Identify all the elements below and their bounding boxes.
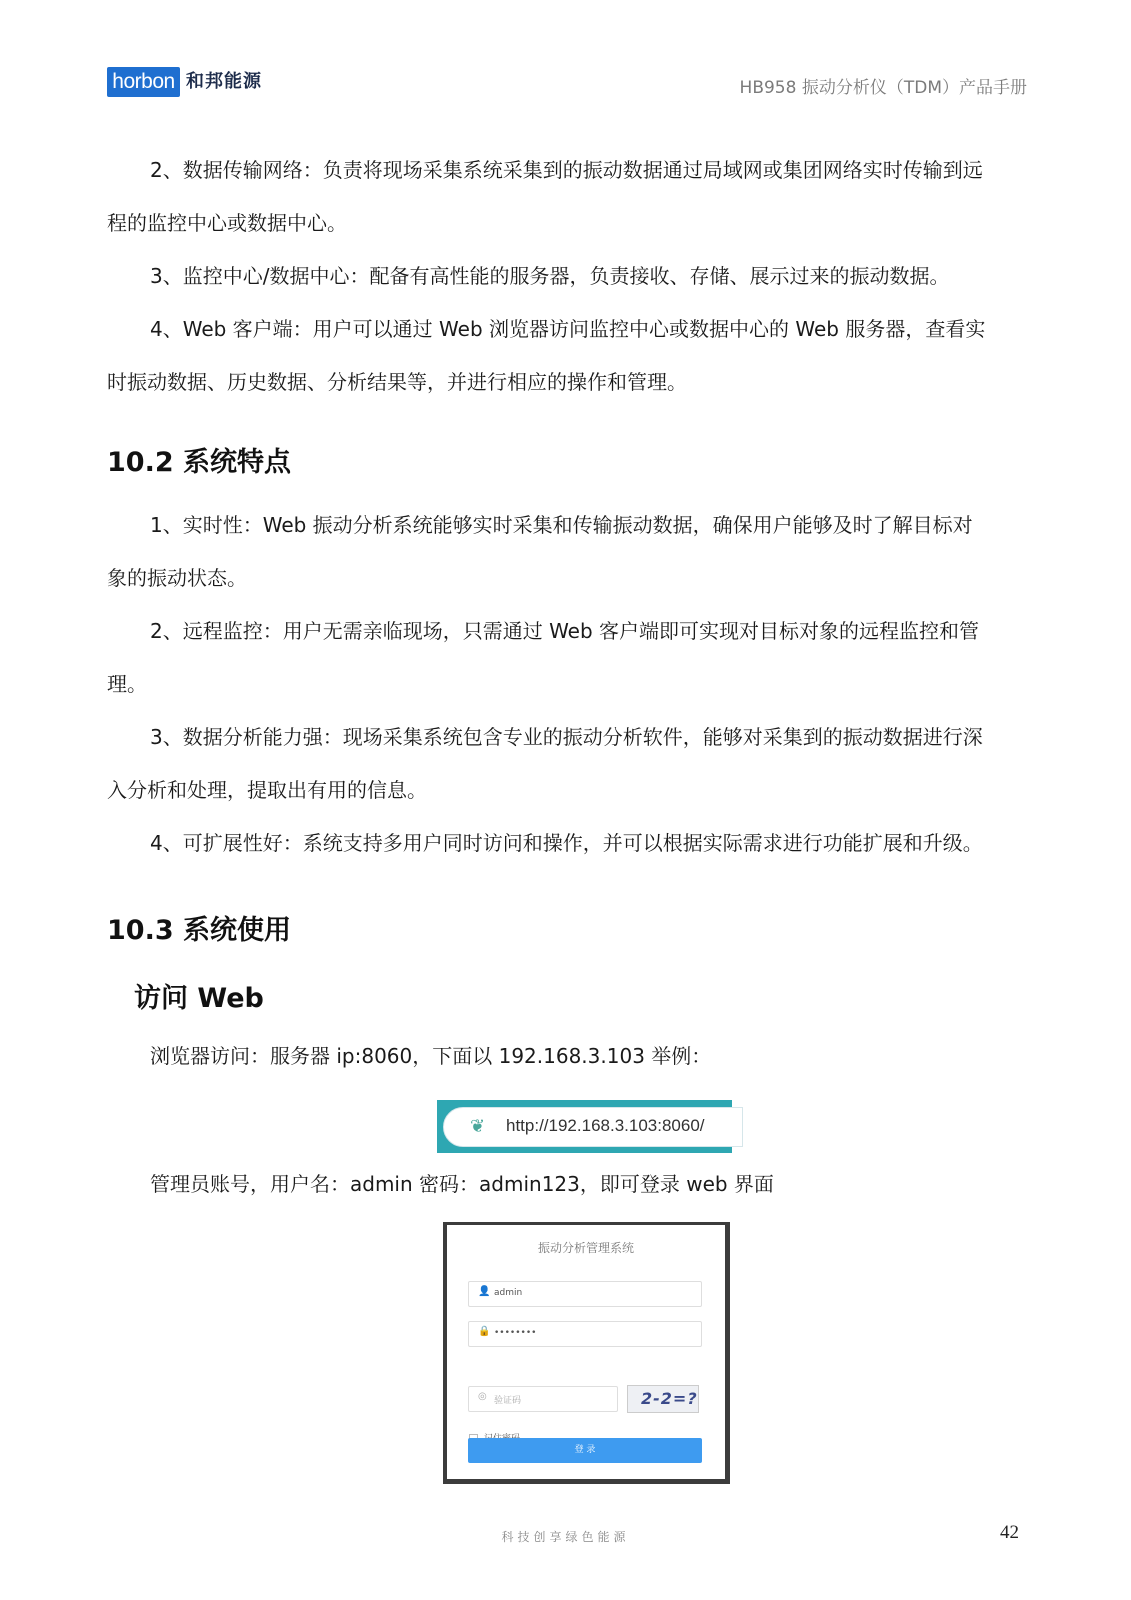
password-value: •••••••• [494, 1328, 537, 1338]
user-icon: 👤 [478, 1286, 491, 1297]
username-field [468, 1281, 702, 1307]
paragraph-line: 2、数据传输网络：负责将现场采集系统采集到的振动数据通过局域网或集团网络实时传输到远 [150, 158, 983, 182]
section-heading-10-2: 10.2 系统特点 [107, 447, 292, 478]
browser-leaf-icon: ❦ [470, 1116, 486, 1137]
login-button: 登 录 [468, 1438, 702, 1463]
horbon-logo: horbon [107, 67, 180, 97]
footer-slogan: 科技创享绿色能源 [501, 1530, 630, 1544]
subheading-access-web: 访问 Web [134, 983, 264, 1014]
admin-account-line: 管理员账号，用户名：admin 密码：admin123，即可登录 web 界面 [150, 1172, 774, 1196]
shield-icon: ◎ [478, 1391, 487, 1402]
url-text: http://192.168.3.103:8060/ [506, 1116, 705, 1135]
section-heading-10-3: 10.3 系统使用 [107, 915, 292, 946]
captcha-placeholder: 验证码 [494, 1396, 522, 1406]
browser-access-line: 浏览器访问：服务器 ip:8060，下面以 192.168.3.103 举例： [150, 1044, 712, 1068]
company-name-cn: 和邦能源 [186, 71, 262, 92]
paragraph-line: 4、Web 客户端：用户可以通过 Web 浏览器访问监控中心或数据中心的 Web 服务器，查看实 [150, 317, 986, 341]
document-title: HB958 振动分析仪（TDM）产品手册 [739, 78, 1027, 98]
paragraph-line: 入分析和处理，提取出有用的信息。 [107, 778, 427, 802]
paragraph-line: 程的监控中心或数据中心。 [107, 211, 347, 235]
page-number: 42 [1000, 1522, 1019, 1543]
paragraph-line: 理。 [107, 672, 147, 696]
paragraph-line: 象的振动状态。 [107, 566, 247, 590]
url-bar-screenshot [437, 1100, 732, 1153]
lock-icon: 🔒 [478, 1326, 491, 1337]
paragraph-line: 时振动数据、历史数据、分析结果等，并进行相应的操作和管理。 [107, 370, 687, 394]
paragraph-line: 1、实时性：Web 振动分析系统能够实时采集和传输振动数据，确保用户能够及时了解目标对 [150, 513, 973, 537]
password-field [468, 1321, 702, 1347]
login-card [447, 1225, 725, 1479]
login-title: 振动分析管理系统 [537, 1241, 634, 1255]
login-screenshot [443, 1222, 730, 1484]
paragraph-line: 4、可扩展性好：系统支持多用户同时访问和操作，并可以根据实际需求进行功能扩展和升级。 [150, 831, 983, 855]
paragraph-line: 3、数据分析能力强：现场采集系统包含专业的振动分析软件，能够对采集到的振动数据进行深 [150, 725, 983, 749]
paragraph-line: 3、监控中心/数据中心：配备有高性能的服务器，负责接收、存储、展示过来的振动数据。 [150, 264, 950, 288]
paragraph-line: 2、远程监控：用户无需亲临现场，只需通过 Web 客户端即可实现对目标对象的远程监控和管 [150, 619, 980, 643]
captcha-image [627, 1385, 699, 1413]
captcha-field [468, 1386, 618, 1412]
username-value: admin [494, 1288, 523, 1298]
captcha-text: 2-2=? [641, 1389, 698, 1408]
